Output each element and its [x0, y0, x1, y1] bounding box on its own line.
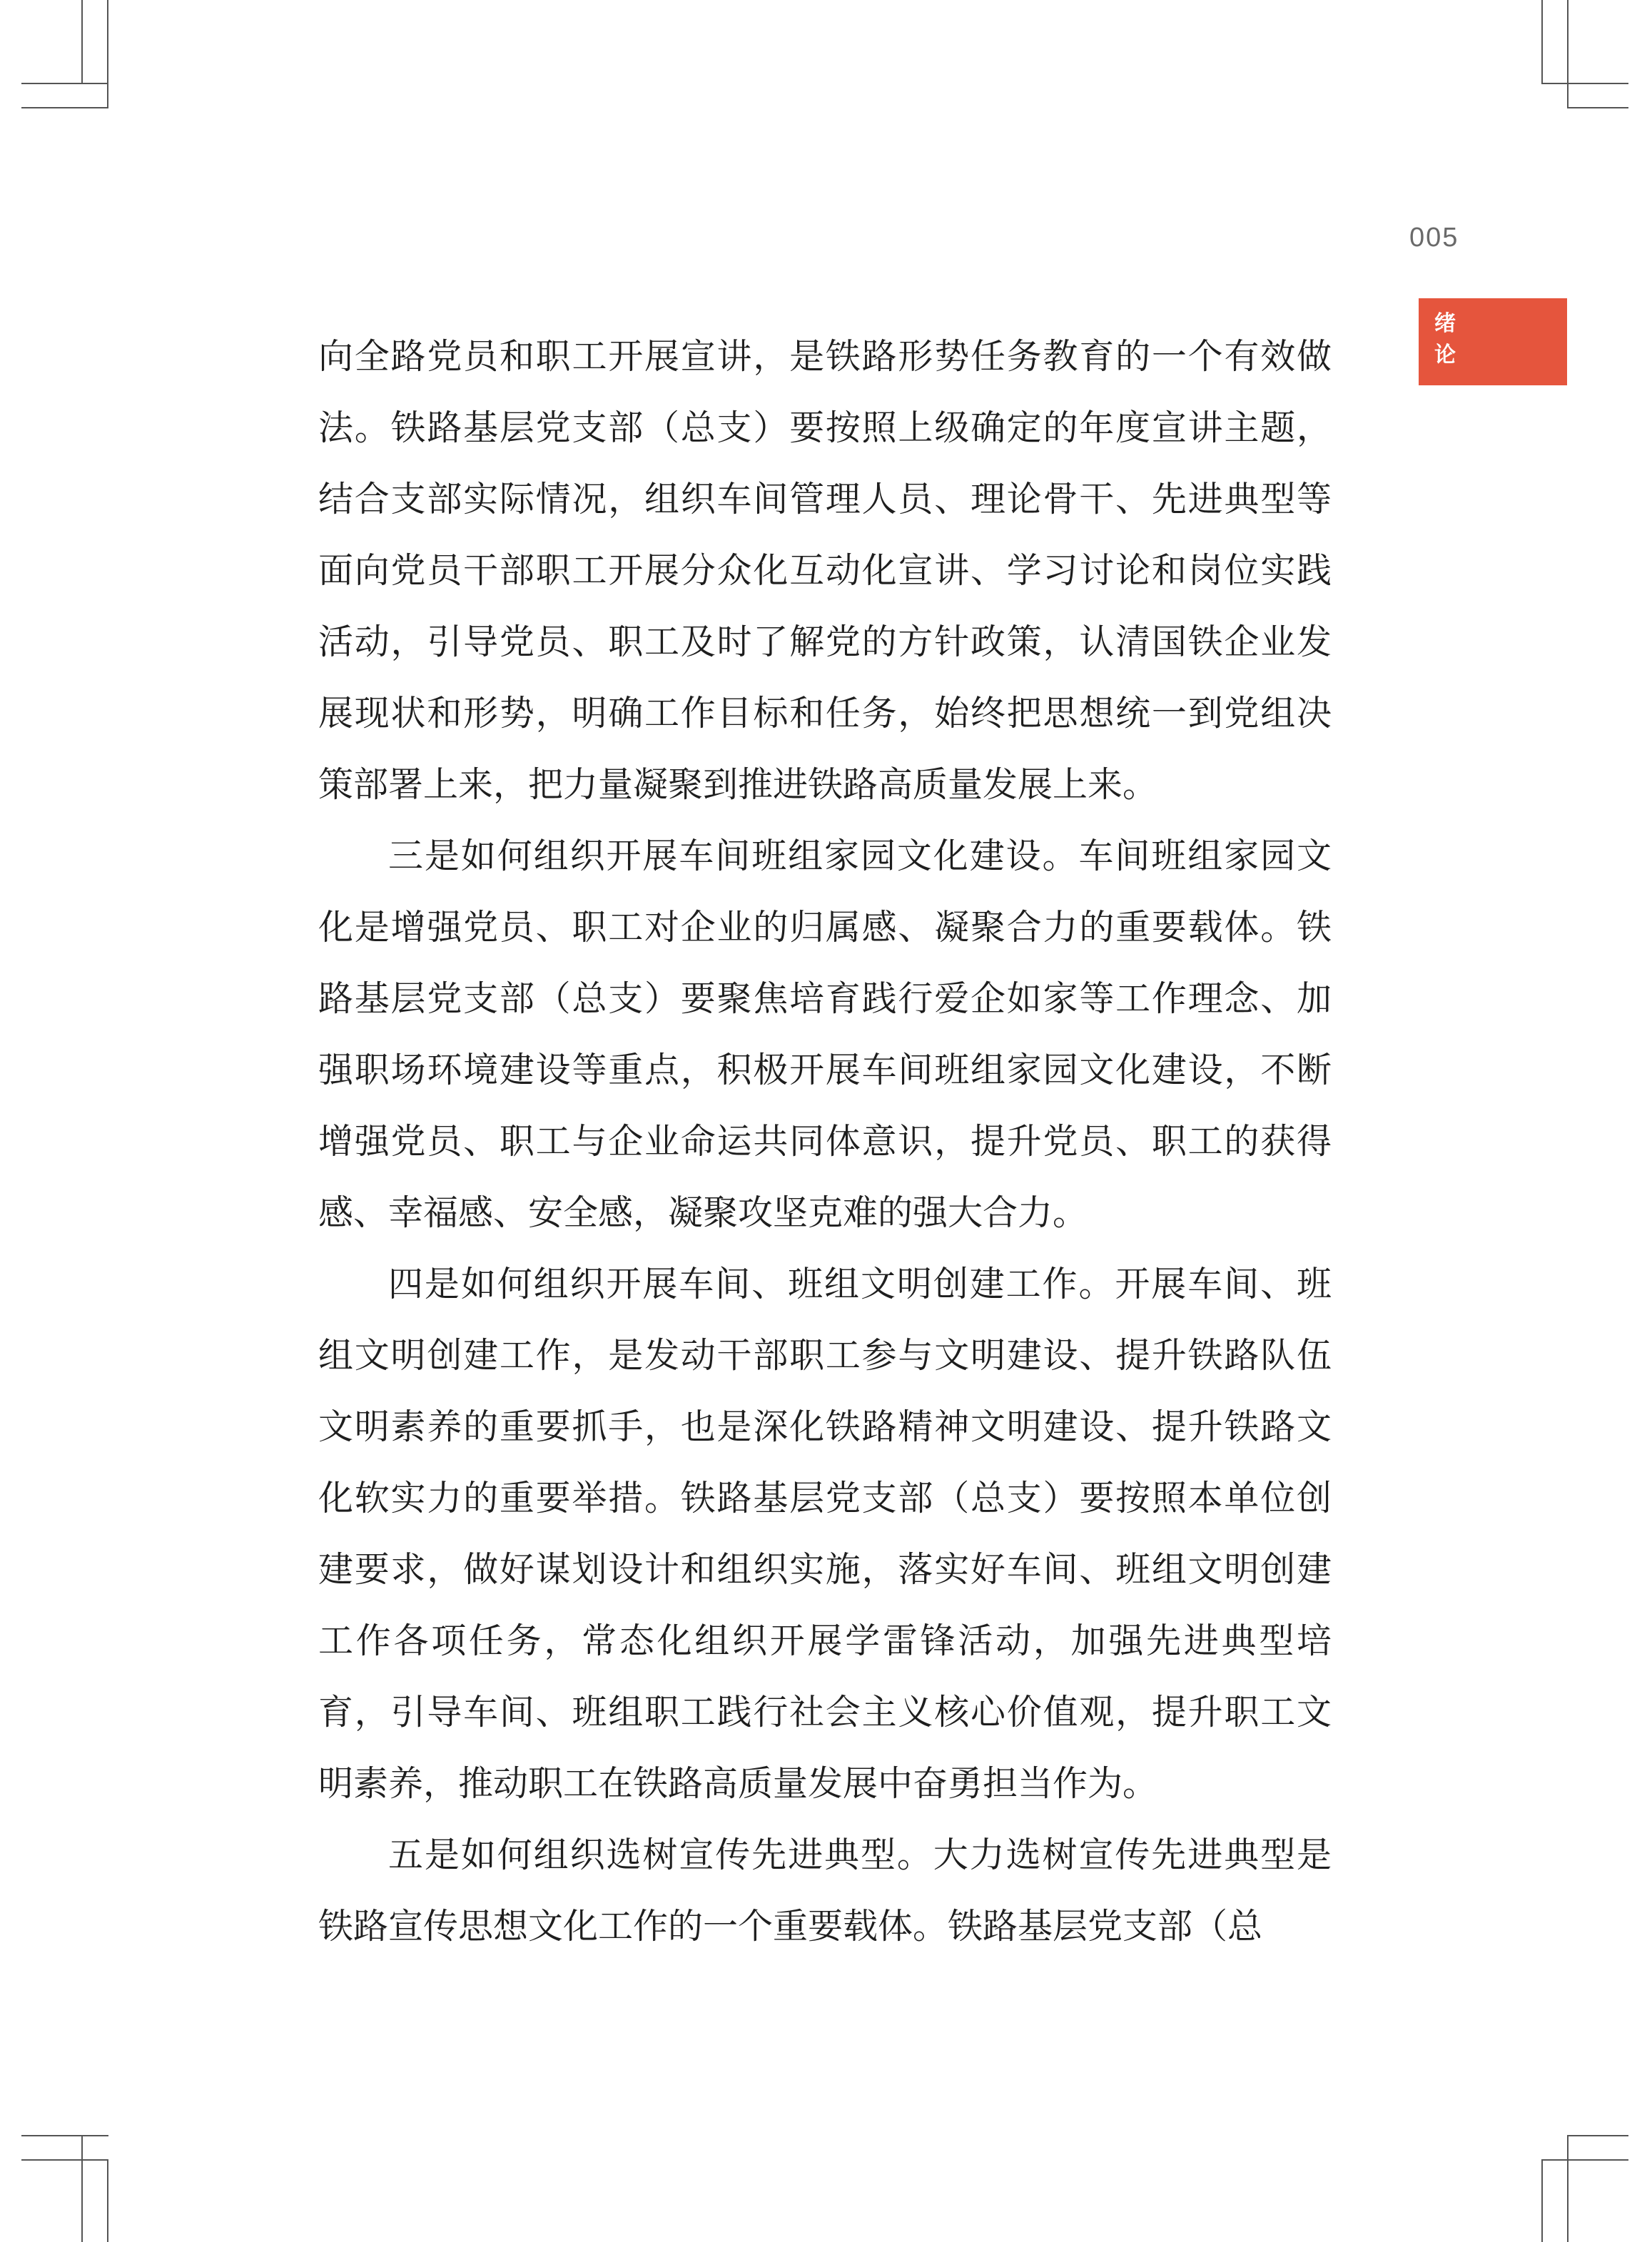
chapter-tab-char-2: 论	[1434, 343, 1456, 367]
crop-mark-top-left-horizontal	[21, 83, 108, 84]
paragraph-1: 向全路党员和职工开展宣讲，是铁路形势任务教育的一个有效做法。铁路基层党支部（总支）要按照上级确定的年度宣讲主题，结合支部实际情况，组织车间管理人员、理论骨干、先进典型等面向党员干部职工开展分众化互动化宣讲、学习讨论和岗位实践活动，引导党员、职工及时了解党的方针政策，认清国铁企业发展现状和形势，明确工作目标和任务，始终把思想统一到党组决策部署上来，把力量凝聚到推进铁路高质量发展上来。	[318, 336, 1332, 805]
crop-mark-bottom-right-vertical-inner	[1541, 2159, 1543, 2242]
chapter-tab-char-1: 绪	[1434, 311, 1456, 336]
chapter-tab	[1419, 298, 1567, 385]
crop-mark-top-right-horizontal-inner	[1567, 107, 1628, 108]
crop-mark-bottom-left-horizontal	[21, 2135, 108, 2136]
crop-mark-top-left-vertical-inner	[81, 0, 83, 84]
crop-mark-bottom-right-vertical	[1567, 2135, 1569, 2242]
crop-mark-bottom-left-vertical	[81, 2135, 83, 2242]
paragraph-4: 五是如何组织选树宣传先进典型。大力选树宣传先进典型是铁路宣传思想文化工作的一个重要载体。铁路基层党支部（总	[318, 1835, 1332, 1947]
paragraph-3: 四是如何组织开展车间、班组文明创建工作。开展车间、班组文明创建工作，是发动干部职工参与文明建设、提升铁路队伍文明素养的重要抓手，也是深化铁路精神文明建设、提升铁路文化软实力的重要举措。铁路基层党支部（总支）要按照本单位创建要求，做好谋划设计和组织实施，落实好车间、班组文明创建工作各项任务，常态化组织开展学雷锋活动，加强先进典型培育，引导车间、班组职工践行社会主义核心价值观，提升职工文明素养，推动职工在铁路高质量发展中奋勇担当作为。	[318, 1264, 1332, 1804]
crop-mark-bottom-left-vertical-inner	[107, 2159, 108, 2242]
crop-mark-top-left-vertical	[107, 0, 108, 108]
page-number: 005	[1409, 223, 1459, 253]
crop-mark-bottom-left-horizontal-inner	[21, 2159, 108, 2161]
paragraph-2: 三是如何组织开展车间班组家园文化建设。车间班组家园文化是增强党员、职工对企业的归属感、凝聚合力的重要载体。铁路基层党支部（总支）要聚焦培育践行爱企如家等工作理念、加强职场环境建设等重点，积极开展车间班组家园文化建设，不断增强党员、职工与企业命运共同体意识，提升党员、职工的获得感、幸福感、安全感，凝聚攻坚克难的强大合力。	[318, 836, 1332, 1233]
body-text	[318, 321, 1332, 1962]
crop-mark-top-right-horizontal	[1541, 83, 1628, 84]
crop-mark-top-right-vertical-inner	[1567, 0, 1569, 108]
crop-mark-bottom-right-horizontal-inner	[1541, 2159, 1628, 2161]
crop-mark-bottom-right-horizontal	[1567, 2135, 1628, 2136]
crop-mark-top-left-horizontal-inner	[21, 107, 108, 108]
crop-mark-top-right-vertical	[1541, 0, 1543, 84]
